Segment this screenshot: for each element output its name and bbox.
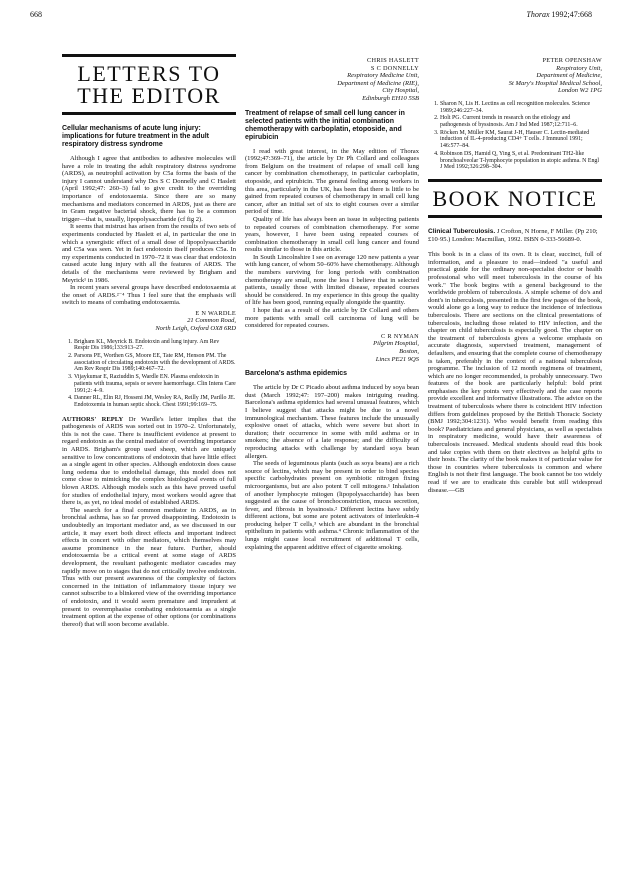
reference-item: 4. Robinson DS, Hamid Q, Ying S, et al. Predominant TH2-like bronchoalveolar T-lymphocyte population in atopic asthma. N Engl J Med 1992;326:298–304. (440, 151, 602, 171)
journal-name: Thorax (526, 10, 550, 19)
signature-address: 21 Common Road, (187, 317, 236, 325)
reference-item: 4. Danner RL, Elin RJ, Hosseni JM, Wesley RA, Reilly JM, Parillo JE. Endotoxemia in human septic shock. Chest 1991;99:169–75. (74, 395, 236, 408)
letter3-signature (428, 57, 602, 95)
letter1-paragraph: In recent years several groups have described endotoxaemia at the onset of ARDS.²⁻⁴ Thus I feel sure that the emphasis will switch to means of combating endotoxaemia. (62, 284, 236, 307)
column-3 (428, 54, 602, 494)
reference-item: 2. Parsons PE, Worthen GS, Moore EE, Tate RM, Henson PM. The association of circulating endotoxin with the development of ARDS. Am Rev Respir Dis 1989;140:467–72. (74, 353, 236, 373)
signature-address: London W2 1PG (557, 87, 602, 95)
letter2-paragraph: I hope that as a result of the article by Dr Collard and others more patients with small cell carcinoma of lung will be considered for repeated courses. (245, 307, 419, 330)
page-header (30, 10, 592, 22)
signature-address: Edinburgh EH10 5SB (362, 94, 419, 102)
page-number: 668 (30, 10, 42, 19)
letter1-paragraph: Although I agree that antibodies to adhesive molecules will have a role in treating the adult respiratory distress syndrome (ARDS), as neutrophil activation by C5a forms the basis of the injury I cannot understand why Drs S C Donnelly and C Haslett (April 1992;47: 260–3) fail to give credit to the overriding importance of endotoxaemia. Since there are so many mechanisms and mediators concerned in ARDS, just as there are in Gram negative bacterial shock, there has to be a common trigger—that is, usually, lipopolysaccharide (cf fig 2). (62, 155, 236, 223)
authors-reply-label: AUTHORS' REPLY (62, 415, 124, 423)
letter2-signature (245, 333, 419, 363)
column-2 (245, 54, 419, 551)
letter3-paragraph: The article by Dr C Picado about asthma induced by soya bean dust (March 1992;47: 197–200) makes intriguing reading. Barcelona's asthma epidemics had several unusual features, which I believe suggest that attacks might be due to a novel immunological mechanism. These features include the unusually explosive onset of attacks, which were severe but short in duration; their occurrence in some with mild asthma or in smokers; the absence of a late response; and the difficulty of reproducing attacks with challenge by standard soya bean allergen. (245, 384, 419, 460)
signature-address: Department of Medicine (RIE), (337, 79, 419, 87)
book-notice-heading: BOOK NOTICE (428, 179, 602, 218)
signature-address: Department of Medicine, (536, 72, 602, 80)
signature-address: St Mary's Hospital Medical School, (508, 79, 602, 87)
letter3-references (428, 101, 602, 171)
letter3-paragraph: The seeds of leguminous plants (such as soya beans) are a rich source of lectins, which may be present in order to bind species specific carbohydrates present on symbiotic nitrogen fixing microorganisms, but are also potent T cell mitogens.¹ Inhalation of another lymphocyte mitogen (lipopolysaccharide) has been suggested as the cause of bronchoconstriction, mucus secretion, fever, and fibrosis in byssinosis.² Different lectins have subtly different actions, but some are potent activators of interleukin-4 producing helper T cells,³ which are abundant in the bronchial epithelium in patients with asthma.⁴ Chronic inflammation of the lungs might cause local recruitment of additional T cells, explaining the apparent additive effect of cigarette smoking. (245, 460, 419, 551)
reply-signature (245, 57, 419, 103)
signature-name: CHRIS HASLETT (366, 57, 419, 64)
signature-address: Pilgrim Hospital, (373, 340, 419, 348)
signature-address: Lincs PE21 9QS (375, 355, 419, 363)
book-citation (428, 228, 602, 243)
letter2-title: Treatment of relapse of small cell lung cancer in selected patients with the initial combination chemotherapy with carboplatin, etoposide, and epirubicin (245, 109, 405, 141)
signature-name: C R NYMAN (380, 332, 419, 340)
letter2-paragraph: Quality of life has always been an issue in subjecting patients to repeated courses of combination chemotherapy. For some years, however, I have been using repeated courses of combination chemotherapy in small cell lung cancer and found results similar to those in this article. (245, 215, 419, 254)
signature-name: S C DONNELLY (370, 64, 419, 72)
letter3-title: Barcelona's asthma epidemics (245, 370, 348, 378)
column-1 (62, 54, 236, 628)
book-details: J Crofton, N Horne, F Miller. (Pp 210; £10·95.) London: Macmillan, 1992. ISBN 0-333-56689-0. (428, 228, 598, 243)
reference-item: 1. Brigham KL, Meyrick B. Endotoxin and lung injury. Am Rev Respir Dis 1986;133:913–27. (74, 339, 236, 352)
authors-reply-paragraph (62, 416, 236, 507)
book-reviewer: —GB (448, 486, 465, 494)
book-review-text: This book is in a class of its own. It is clear, succinct, full of information, and a pleasure to read—indeed "a useful and practical guide for the ordinary non-specialist doctor or health professional who will meet tuberculosis in the course of his work." The book begins with a general background to the worldwide problem of tuberculosis. A simple scheme of do's and dont's in tuberculosis, presented in the first few pages of the book, would alone go a long way to reduce the incidence of infectious tuberculosis. There are sections on the clinical presentations of tuberculosis, including those related to HIV infection, and the chapter on child tuberculosis is especially good. The chapter on the treatment of tuberculosis gives a welcome emphasis on accurate diagnosis, supervised treatment, management of defaulters, and ensuring that the complete course of chemotherapy is taken, preferably in the context of a national tuberculosis programme. The inclusion of 12 month regimens of treatment, which are no longer recommended, is probably unnecessary. Two features of the book are particularly helpful: bold print emphasises the key points very effectively and the case reports provide excellent and informative illustrations. The advice on the treatment of tuberculosis where there is coincident HIV infection differs from guidelines proposed by the British Thoracic Society (BMJ 1992;304:1231). Who would benefit from reading this book? Paediatricians and general physicians, as well as specialists in respiratory medicine, would have their awareness of tuberculosis increased. Medical students should read this book and take copies with them on their electives as helpful gifts to their hosts. The clarity of the book makes it of particular value for those in countries where tuberculosis is common and where English is not their first language. The book cannot be too widely read if we are to eradicate this curable but still widespread disease. (428, 251, 602, 494)
signature-name: PETER OPENSHAW (542, 57, 602, 64)
book-title: Clinical Tuberculosis. (428, 228, 496, 235)
letter2-paragraph: I read with great interest, in the May edition of Thorax (1992;47:369–71), the article by Dr Ph Collard and colleagues from Belgium on the treatment of relapse of small cell lung cancer by combination chemotherapy, in particular carboplatin, etoposide, and epirubicin. The general feeling among workers in this area, particularly in the UK, has been that there is little to be gained from repeated courses of chemotherapy in small cell lung cancer, after an initial set of six to eight courses over a similar period of time. (245, 147, 419, 216)
book-review (428, 251, 602, 494)
letter1-references (62, 339, 236, 409)
signature-address: Respiratory Medicine Unit, (347, 72, 419, 80)
reference-item: 2. Holt PG. Current trends in research on the etiology and pathogenesis of byssinosis. Am J Ind Med 1987;12:711–6. (440, 115, 602, 128)
authors-reply-paragraph: The search for a final common mediator in ARDS, as in bronchial asthma, has so far proved disappointing. Endotoxin is undoubtedly an important mediator and, as we discussed in our article, it may exert both direct effects and important indirect effects in concert with other mediators, which themselves may assume prominence in the near future. Further, should endotoxaemia be a critical event at some stage of ARDS development, the resultant pathogenic mediator cascades may rapidly move on to stages that do not critically involve endotoxin. Thus with our present awareness of the complexity of factors concerned in the initiation of inflammatory tissue injury we cannot subscribe to a blinkered view of the overriding importance of endotoxin, and it would seem premature and imprudent at present to overemphasise combating endotoxaemia as a single treatment option at the expense of other options (or combinations thereof) that will soon become available. (62, 506, 236, 628)
reference-item: 1. Sharon N, Lis H. Lectins as cell recognition molecules. Science 1989;246:227–34. (440, 101, 602, 114)
signature-address: Respiratory Unit, (556, 64, 602, 72)
signature-address: Boston, (399, 348, 419, 355)
letter1-signature (62, 310, 236, 333)
signature-address: City Hospital, (382, 87, 419, 95)
journal-volume: 1992;47:668 (551, 10, 592, 19)
letters-heading: LETTERS TO THE EDITOR (62, 54, 236, 115)
signature-name: E N WARDLE (195, 309, 236, 317)
journal-citation (526, 10, 592, 19)
authors-reply-text: Dr Wardle's letter implies that the pathogenesis of ARDS was sorted out in 1970–2. Unfortunately, this is not the case. There is insufficient evidence at present to regard endotoxin as the central mediator of overriding importance in ARDS. Brigham's group used sheep, which are uniquely sensitive to low concentrations of endotoxin that have little effect as a single agent in other species. Although endotoxin does cause lung oedema due to endothelial damage, this model does not come close to mimicking the complex histological events of full blown ARDS. Although models such as this have proved useful for studies of endothelial injury, most workers would agree that there is, as yet, no ideal model of established ARDS. (62, 415, 237, 507)
reference-item: 3. Röcken M, Müller KM, Saurat J-H, Hauser C. Lectin-mediated induction of IL-4-producing CD4+ T cells. J Immunol 1991; 146:577–84. (440, 130, 602, 150)
signature-address: North Leigh, Oxford OX8 6RD (155, 325, 236, 333)
letter1-paragraph: It seems that mistrust has arisen from the results of two sets of experiments conducted by Haslett et al, in particular the one in which a synergistic effect of a small dose of lipopolysaccharide and C5a was seen. Yet in fact endotoxin itself produces C5a. In my experiments conducted in 1970–72 it was clear that endotoxin caused acute lung injury with all the features of ARDS. The details of the mechanisms were reviewed by Brigham and Meyrick¹ in 1986. (62, 223, 236, 284)
reference-item: 3. Vijaykumar E, Raziuddin S, Wardle EN. Plasma endotoxin in patients with trauma, sepsis or severe haemorrhage. Clin Intens Care 1991;2: 4–9. (74, 374, 236, 394)
letter1-title: Cellular mechanisms of acute lung injury: implications for future treatment in the adult respiratory distress syndrome (62, 125, 210, 148)
letter2-paragraph: In South Lincolnshire I see on average 120 new patients a year with lung cancer, of whom 50–60% have chemotherapy. Although the numbers surviving for long periods with combination chemotherapy are small, none the less I believe that in selected patients, usually those with limited disease, repeated courses should be considered. In my experience in this group the quality of life has been good, running equally alongside the quantity. (245, 253, 419, 307)
